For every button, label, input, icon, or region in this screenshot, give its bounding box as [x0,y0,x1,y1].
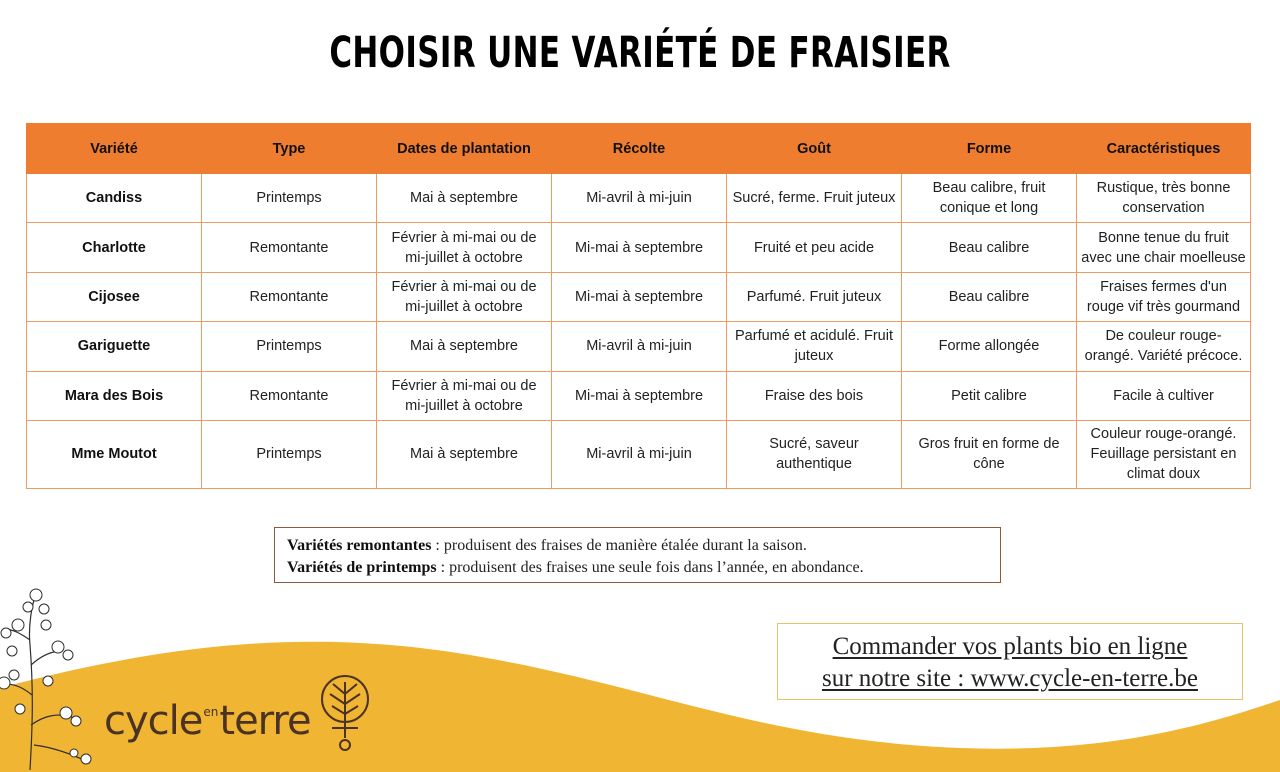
cell-type: Remontante [202,223,377,272]
cell-variety: Candiss [27,174,202,223]
logo-part-en: en [203,705,219,719]
cell-harvest: Mi-mai à septembre [552,223,727,272]
cell-harvest: Mi-mai à septembre [552,371,727,420]
cell-taste: Parfumé. Fruit juteux [727,272,902,321]
cell-type: Remontante [202,371,377,420]
logo-part-cycle: cycle [104,698,203,744]
table-row [27,174,1251,223]
cell-planting: Février à mi-mai ou de mi-juillet à octobre [377,223,552,272]
legend-text-remontantes: : produisent des fraises de manière étalée durant la saison. [431,537,807,554]
legend-term-remontantes: Variétés remontantes [287,537,432,554]
cell-variety: Charlotte [27,223,202,272]
cell-type: Printemps [202,174,377,223]
cell-planting: Mai à septembre [377,420,552,488]
cell-taste: Fruité et peu acide [727,223,902,272]
cell-harvest: Mi-avril à mi-juin [552,322,727,371]
table-row [27,371,1251,420]
legend-line-printemps [287,557,988,579]
cell-variety: Mme Moutot [27,420,202,488]
cell-taste: Sucré, saveur authentique [727,420,902,488]
table-row [27,223,1251,272]
cell-shape: Beau calibre [902,272,1077,321]
cell-taste: Sucré, ferme. Fruit juteux [727,174,902,223]
order-line-2[interactable]: sur notre site : www.cycle-en-terre.be [822,665,1198,692]
legend-box [274,527,1001,583]
brand-logo [104,688,311,745]
cell-variety: Cijosee [27,272,202,321]
cell-features: Facile à cultiver [1077,371,1251,420]
cell-type: Printemps [202,420,377,488]
cell-taste: Parfumé et acidulé. Fruit juteux [727,322,902,371]
table-row [27,272,1251,321]
table-header-row [27,124,1251,174]
header-dates-plantation: Dates de plantation [377,124,552,174]
cell-shape: Beau calibre [902,223,1077,272]
cell-type: Printemps [202,322,377,371]
varieties-table [26,123,1251,489]
cell-harvest: Mi-mai à septembre [552,272,727,321]
cell-shape: Forme allongée [902,322,1077,371]
plant-illustration-icon [0,585,110,772]
order-online-link[interactable] [777,623,1243,700]
legend-text-printemps: : produisent des fraises une seule fois dans l’année, en abondance. [436,559,864,576]
header-type: Type [202,124,377,174]
table-row [27,420,1251,488]
cell-planting: Mai à septembre [377,174,552,223]
cell-variety: Gariguette [27,322,202,371]
cell-shape: Gros fruit en forme de cône [902,420,1077,488]
cell-features: Rustique, très bonne conservation [1077,174,1251,223]
cell-features: Fraises fermes d'un rouge vif très gourmand [1077,272,1251,321]
cell-planting: Février à mi-mai ou de mi-juillet à octobre [377,371,552,420]
cell-shape: Petit calibre [902,371,1077,420]
order-line-1[interactable]: Commander vos plants bio en ligne [832,633,1188,660]
page-title: CHOISIR UNE VARIÉTÉ DE FRAISIER [329,28,951,78]
legend-line-remontantes [287,535,988,557]
cell-harvest: Mi-avril à mi-juin [552,420,727,488]
header-forme: Forme [902,124,1077,174]
header-caracteristiques: Caractéristiques [1077,124,1251,174]
tree-logo-icon [318,672,372,756]
cell-taste: Fraise des bois [727,371,902,420]
cell-features: Bonne tenue du fruit avec une chair moelleuse [1077,223,1251,272]
cell-shape: Beau calibre, fruit conique et long [902,174,1077,223]
cell-planting: Février à mi-mai ou de mi-juillet à octobre [377,272,552,321]
header-recolte: Récolte [552,124,727,174]
header-gout: Goût [727,124,902,174]
table-row [27,322,1251,371]
cell-features: De couleur rouge-orangé. Variété précoce. [1077,322,1251,371]
logo-part-terre: terre [219,698,311,744]
cell-type: Remontante [202,272,377,321]
cell-variety: Mara des Bois [27,371,202,420]
cell-features: Couleur rouge-orangé. Feuillage persistant en climat doux [1077,420,1251,488]
header-variete: Variété [27,124,202,174]
cell-harvest: Mi-avril à mi-juin [552,174,727,223]
legend-term-printemps: Variétés de printemps [287,559,437,576]
cell-planting: Mai à septembre [377,322,552,371]
